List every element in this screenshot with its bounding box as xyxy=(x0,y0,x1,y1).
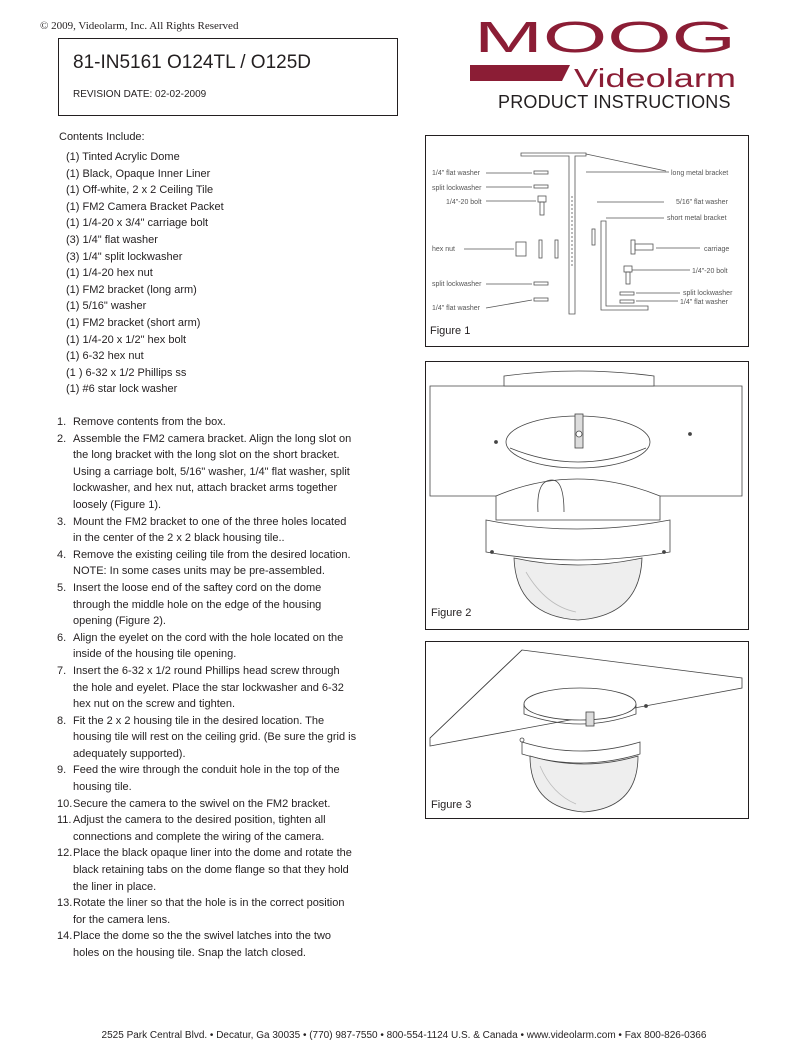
step-number: 12. xyxy=(57,847,73,860)
tile-opening-shape xyxy=(524,688,636,720)
instruction-step xyxy=(57,514,357,547)
assembled-dome-diagram xyxy=(426,642,748,818)
step-text: Secure the camera to the swivel on the FM2 bracket. xyxy=(73,797,331,810)
logo-swoosh xyxy=(470,65,570,81)
step-number: 3. xyxy=(57,515,67,528)
washer-516-shape xyxy=(592,229,595,245)
dome-shape xyxy=(514,558,642,620)
figure-3 xyxy=(425,641,749,819)
step-text: Feed the wire through the conduit hole in the top of the housing tile. xyxy=(73,764,340,794)
contents-title: Contents Include: xyxy=(59,131,145,143)
dome-safety-cord-diagram xyxy=(426,362,748,629)
instruction-step xyxy=(57,895,357,928)
step-text: Adjust the camera to the desired position, tighten all connections and complete the wiring of the camera. xyxy=(73,814,326,843)
document-number: 81-IN5161 O124TL / O125D xyxy=(73,52,311,73)
step-number: 2. xyxy=(57,432,67,445)
step-number: 14. xyxy=(57,930,73,943)
step-number: 11. xyxy=(57,814,72,827)
logo-videolarm-text: Videolarm xyxy=(574,63,736,93)
step-number: 4. xyxy=(57,548,67,561)
step-number: 9. xyxy=(57,764,67,777)
figure-3-label: Figure 3 xyxy=(431,799,472,811)
part-label: split lockwasher xyxy=(432,185,482,192)
instruction-step xyxy=(57,928,357,961)
part-label: 1/4"-20 bolt xyxy=(692,268,728,275)
step-number: 6. xyxy=(57,631,67,644)
part-label: 1/4" flat washer xyxy=(432,305,481,312)
contents-item: (1 ) 6-32 x 1/2 Phillips ss xyxy=(66,366,187,379)
split-lockwasher-shape xyxy=(534,185,548,188)
contents-item: (1) FM2 Camera Bracket Packet xyxy=(66,200,224,213)
part-label: 1/4" flat washer xyxy=(680,299,729,306)
contents-item: (1) #6 star lock washer xyxy=(66,383,178,396)
flat-washer-shape xyxy=(534,171,548,174)
copyright-notice: © 2009, Videolarm, Inc. All Rights Reserved xyxy=(40,20,239,32)
instruction-step xyxy=(57,630,357,663)
document-header-box xyxy=(58,38,398,116)
contents-item: (1) Tinted Acrylic Dome xyxy=(66,151,180,163)
step-text: Assemble the FM2 camera bracket. Align the long slot on the long bracket with the long slot on the short bracket. Using a carriage bolt, 5/16" washer, 1/4" flat washer, split lockwasher, and hex nut, attach bracket arms together loosely (Figure 1). xyxy=(73,432,352,511)
step-text: Fit the 2 x 2 housing tile in the desired location. The housing tile will rest on the ceiling grid. (Be sure the grid is adequately supported). xyxy=(73,714,357,760)
moog-videolarm-logo xyxy=(470,15,740,93)
contents-item: (1) 5/16" washer xyxy=(66,300,147,313)
instruction-step xyxy=(57,663,357,713)
step-text: Remove contents from the box. xyxy=(73,416,226,428)
swivel-latch-shape xyxy=(586,712,594,726)
step-text: Mount the FM2 bracket to one of the three holes located in the center of the 2 x 2 black housing tile.. xyxy=(73,515,347,545)
step-text: Insert the 6-32 x 1/2 round Phillips head screw through the hole and eyelet. Place the star lockwasher and 6-32 hex nut on the screw and tighten. xyxy=(73,664,344,711)
instruction-steps xyxy=(57,414,357,962)
part-label: hex nut xyxy=(432,246,455,253)
contents-item: (3) 1/4" split lockwasher xyxy=(66,250,183,263)
contents-item: (1) 1/4-20 hex nut xyxy=(66,267,153,280)
step-number: 5. xyxy=(57,581,67,594)
part-label: carriage xyxy=(704,246,730,253)
step-text: Remove the existing ceiling tile from the desired location. NOTE: In some cases units may be pre-assembled. xyxy=(73,548,351,578)
hex-bolt-right-shape xyxy=(624,266,632,272)
contents-item: (1) 1/4-20 x 1/2" hex bolt xyxy=(66,333,187,346)
contents-item: (1) Off-white, 2 x 2 Ceiling Tile xyxy=(66,184,214,197)
contents-item: (1) 1/4-20 x 3/4" carriage bolt xyxy=(66,217,209,230)
part-label: 1/4"-20 bolt xyxy=(446,199,482,206)
instruction-step xyxy=(57,580,357,630)
part-label: 1/4" flat washer xyxy=(432,170,481,177)
part-label: short metal bracket xyxy=(667,215,727,222)
figure-1-label: Figure 1 xyxy=(430,325,471,337)
step-number: 7. xyxy=(57,664,67,677)
contents-item: (1) 6-32 hex nut xyxy=(66,350,144,363)
step-text: Insert the loose end of the saftey cord on the dome through the middle hole on the edge of the housing opening (Figure 2). xyxy=(73,581,322,628)
contents-item: (1) FM2 bracket (short arm) xyxy=(66,316,201,329)
step-text: Rotate the liner so that the hole is in the correct position for the camera lens. xyxy=(73,897,345,926)
contents-item: (1) Black, Opaque Inner Liner xyxy=(66,167,211,180)
dome-flange-shape xyxy=(486,520,670,560)
short-bracket-shape xyxy=(601,221,648,310)
bracket-exploded-diagram xyxy=(426,136,748,346)
contents-item: (3) 1/4" flat washer xyxy=(66,233,158,246)
instruction-step xyxy=(57,796,357,813)
product-instructions-heading: PRODUCT INSTRUCTIONS xyxy=(498,92,731,112)
part-label: long metal bracket xyxy=(671,170,729,177)
contents-list xyxy=(66,149,224,398)
bolt-left-shape xyxy=(538,196,546,202)
figure-2-label: Figure 2 xyxy=(431,607,472,619)
instruction-step xyxy=(57,762,357,795)
instruction-step xyxy=(57,547,357,580)
contents-item: (1) FM2 bracket (long arm) xyxy=(66,283,197,296)
figure-2 xyxy=(425,361,749,630)
instruction-step xyxy=(57,431,357,514)
dome-shape xyxy=(530,756,638,812)
part-label: split lockwasher xyxy=(432,281,482,288)
instruction-step xyxy=(57,845,357,895)
step-number: 1. xyxy=(57,416,67,428)
long-bracket-shape xyxy=(521,153,586,314)
instruction-step xyxy=(57,414,357,431)
footer-contact: 2525 Park Central Blvd. • Decatur, Ga 30035 • (770) 987-7550 • 800-554-1124 U.S. & Canada • www.videolarm.com • Fax 800-826-0366 xyxy=(101,1030,707,1041)
logo-moog-text: MOOG xyxy=(474,15,736,62)
step-text: Align the eyelet on the cord with the hole located on the inside of the housing tile opening. xyxy=(73,631,344,661)
step-number: 10. xyxy=(57,797,73,810)
instruction-step xyxy=(57,812,357,845)
hex-nut-shape xyxy=(516,242,526,256)
figure-1 xyxy=(425,135,749,347)
part-label: split lockwasher xyxy=(683,290,733,297)
revision-date: REVISION DATE: 02-02-2009 xyxy=(73,89,207,100)
instruction-step xyxy=(57,713,357,763)
step-text: Place the dome so the the swivel latches into the two holes on the housing tile. Snap the latch closed. xyxy=(73,930,332,959)
step-text: Place the black opaque liner into the dome and rotate the black retaining tabs on the dome flange so that they hold the liner in place. xyxy=(73,847,352,893)
step-number: 13. xyxy=(57,897,73,910)
step-number: 8. xyxy=(57,714,67,727)
part-label: 5/16" flat washer xyxy=(676,199,728,206)
carriage-bolt-shape xyxy=(631,240,635,254)
